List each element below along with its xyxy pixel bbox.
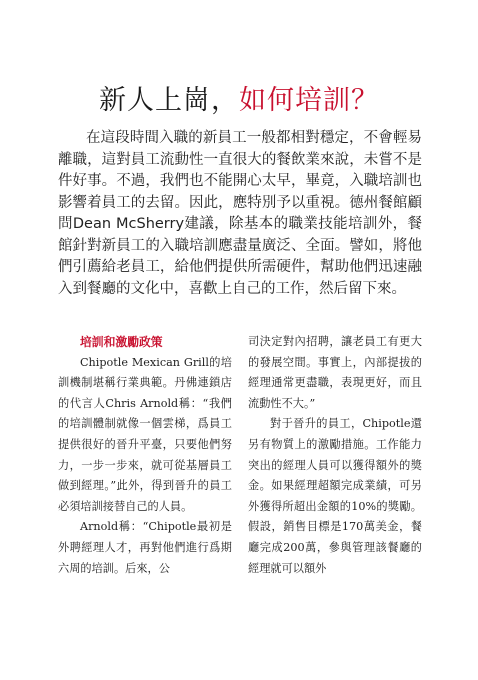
section-heading: 培訓和激勵政策 — [80, 335, 163, 349]
right-paragraph-2: 對于晉升的員工，Chipotle還另有物質上的激勵措施。工作能力突出的經理人員可以獲得額外的獎金。如果經理超額完成業績，可另外獲得所超出金額的10%的獎勵。假設，銷售目標是170萬美金，餐廳完成200萬，參與管理該餐廳的經理就可以額外 — [248, 417, 422, 575]
left-paragraph-1: Chipotle Mexican Grill的培訓機制堪稱行業典範。丹佛連鎖店的代言人Chris Arnold稱：“我們的培訓體制就像一個雲梯，爲員工提供很好的晉升平臺，只要他們努力，一步一步來，就可從基層員工做到經理。”此外，得到晉升的員工必須培訓接替自己的人員。 — [58, 355, 232, 513]
body-columns — [58, 332, 422, 632]
article-title — [0, 78, 478, 117]
title-main: 新人上崗， — [99, 85, 239, 116]
right-column — [248, 332, 422, 632]
right-paragraph-1: 司決定對內招聘，讓老員工有更大的發展空間。事實上，內部提拔的經理通常更盡職，表現更好，而且流動性不大。” — [248, 335, 422, 410]
intro-paragraph: 在這段時間入職的新員工一般都相對穩定，不會輕易離職，這對員工流動性一直很大的餐飲業來說，未嘗不是件好事。不過，我們也不能開心太早，畢竟，入職培訓也影響着員工的去留。因此，應特別予以重視。德州餐館顧問Dean McSherry建議，除基本的職業技能培訓外，餐館針對新員工的入職培訓應盡量廣泛、全面。譬如，將他們引薦給老員工，給他們提供所需硬件，幫助他們迅速融入到餐廳的文化中，喜歡上自己的工作，然后留下來。 — [58, 130, 422, 297]
left-column — [58, 332, 232, 632]
left-paragraph-2: Arnold稱：“Chipotle最初是外聘經理人才，再對他們進行爲期六周的培訓。后來，公 — [58, 520, 232, 575]
title-highlight: 如何培訓？ — [239, 85, 379, 116]
